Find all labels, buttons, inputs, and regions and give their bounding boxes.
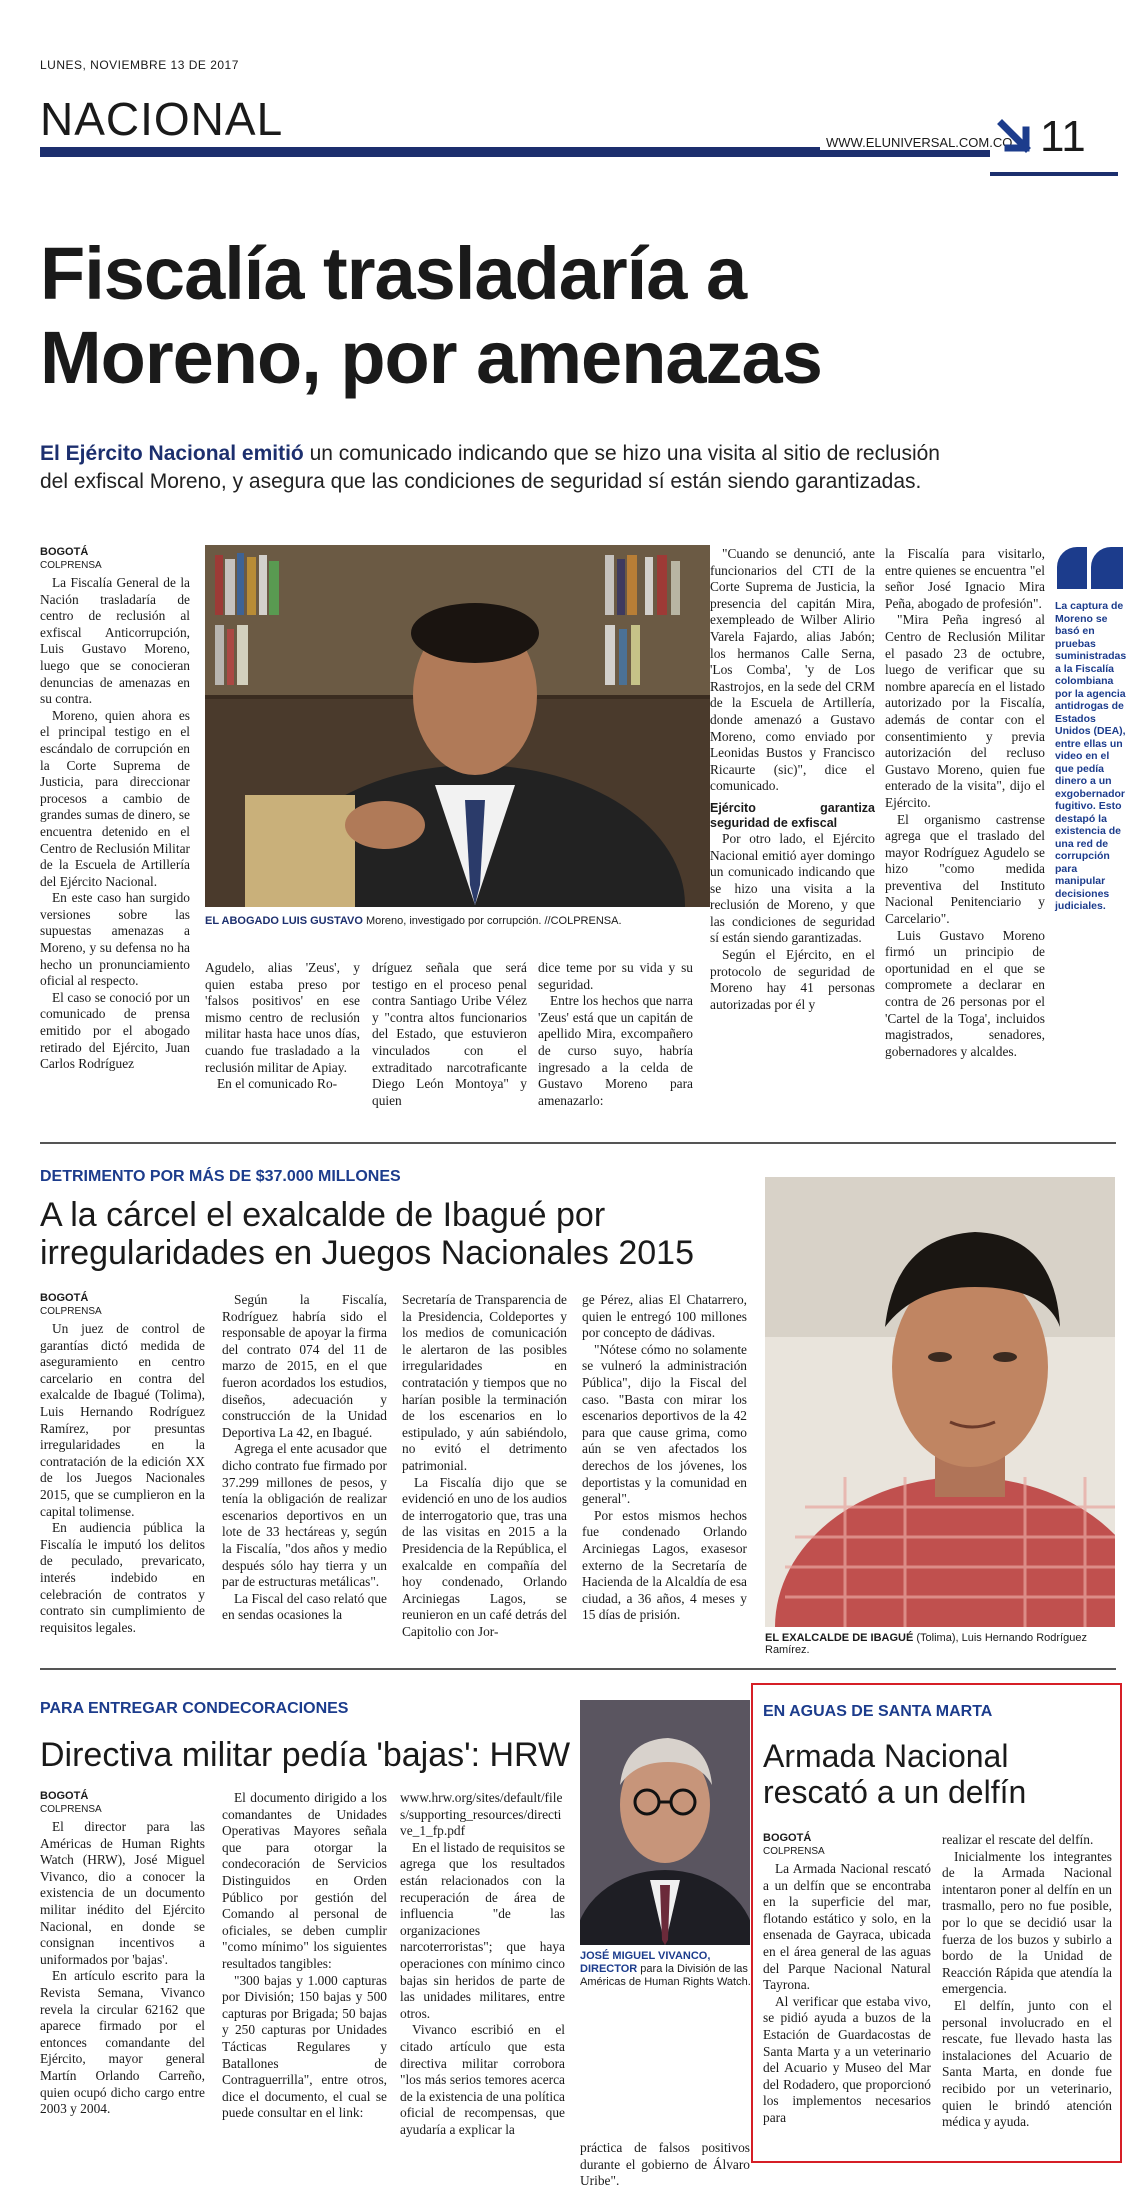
paragraph: Inicialmente los integrantes de la Armada Nacional intentaron poner al delfín en un trasmallo, pero no fue posible, por lo que se decidió usar la fuerza de los buzos y subirlo a bordo de la Unidad de Reacción Rápida que atendía la emergencia. <box>942 1848 1112 1997</box>
subheading: Ejército garantiza seguridad de exfiscal <box>710 800 875 830</box>
paragraph: dice teme por su vida y su seguridad. <box>538 960 693 992</box>
dolphin-column-2 <box>942 1832 1112 2131</box>
ibague-headline: A la cárcel el exalcalde de Ibagué por irregularidades en Juegos Nacionales 2015 <box>40 1196 694 1272</box>
hrw-column-3 <box>400 1790 565 2138</box>
paragraph: dríguez señala que será testigo en el proceso penal contra Santiago Uribe Vélez y "contra altos funcionarios del Estado, que estuvieron vinculados con el extraditado narcotraficante Diego León Montoya" y quien <box>372 960 527 1108</box>
ibague-column-4 <box>582 1292 747 1624</box>
hrw-column-4 <box>580 2140 750 2188</box>
paragraph: "Mira Peña ingresó al Centro de Reclusión Militar el pasado 23 de octubre, luego de verificar que su nombre aparecía en el listado autorizado por la Fiscalía, además de contar con el consentimiento y previa autorización del recluso Gustavo Moreno, quien fue enterado de la visita", dijo el Ejército. <box>885 612 1045 810</box>
paragraph: El caso se conoció por un comunicado de prensa emitido por el abogado retirado del Ejército, Juan Carlos Rodríguez <box>40 989 190 1072</box>
paragraph: ge Pérez, alias El Chatarrero, quien le entregó 100 millones por concepto de dádivas. <box>582 1292 747 1341</box>
caption-lead: EL ABOGADO LUIS GUSTAVO <box>205 915 363 927</box>
paragraph: Entre los hechos que narra 'Zeus' está que un capitán de apellido Mira, excompañero de curso suyo, habría ingresado a la celda de Gustavo Moreno para amenazarlo: <box>538 993 693 1108</box>
main-column-4 <box>538 960 693 1109</box>
photo-jose-miguel-vivanco <box>580 1700 750 1945</box>
hrw-photo-caption <box>580 1950 752 1989</box>
ibague-column-2 <box>222 1292 387 1624</box>
paragraph: "300 bajas y 1.000 capturas por División; 150 bajas y 500 capturas por Brigada; 50 bajas y 250 capturas por Unidades Tácticas Regulares y Batallones de Contraguerrilla", entre otros, dice el documento, el cual se puede consultar en el link: <box>222 1972 387 2121</box>
paragraph: Agudelo, alias 'Zeus', y quien estaba preso por 'falsos positivos' en ese mismo centro de reclusión militar hasta hace unos días, cuando fue trasladado a la reclusión militar de Apiay. <box>205 960 360 1075</box>
caption-lead: JOSÉ MIGUEL VIVANCO, DIRECTOR <box>580 1950 711 1975</box>
main-column-5 <box>710 546 875 1013</box>
deck-rest: un comunicado indicando que se hizo una visita al sitio de reclusión del exfiscal Moreno, y asegura que las condiciones de seguridad sí están siendo garantizadas. <box>40 442 940 493</box>
paragraph: Un juez de control de garantías dictó medida de aseguramiento en centro carcelario en contra del exalcalde de Ibagué (Tolima), Luis Hernando Rodríguez Ramírez, por presuntas irregularidades en la contratación de la edición XX de los Juegos Nacionales 2015, que se cumplieron en la capital tolimense. <box>40 1321 205 1519</box>
dolphin-column-1 <box>763 1832 931 2127</box>
photo-luis-gustavo-moreno <box>205 545 710 907</box>
sidebar-note: La captura de Moreno se basó en pruebas suministradas a la Fiscalía colombiana por la agencia antidrogas de Estados Unidos (DEA), entre ellas un video en el que pedía dinero a un exgobernador fugitivo. Esto destapó la existencia de una red de corrupción para manipular decisiones judiciales. <box>1055 600 1127 912</box>
agency: COLPRENSA <box>40 560 102 571</box>
photo-exalcalde-ibague <box>765 1177 1115 1627</box>
paragraph: En el comunicado Ro- <box>217 1076 338 1092</box>
ibague-kicker: DETRIMENTO POR MÁS DE $37.000 MILLONES <box>40 1168 401 1185</box>
caption-rest: (Tolima), Luis Hernando Rodríguez Ramírez. <box>765 1632 1087 1656</box>
paragraph: Según el Ejército, en el protocolo de seguridad de Moreno hay 41 personas autorizadas por él y <box>710 947 875 1012</box>
agency: COLPRENSA <box>763 1846 825 1857</box>
ibague-column-3 <box>402 1292 567 1640</box>
paragraph: El director para las Américas de Human Rights Watch (HRW), José Miguel Vivanco, dio a conocer la existencia de un documento militar inédito del Ejército Nacional, en donde se consignan incentivos a uniformados por 'bajas'. <box>40 1819 205 1967</box>
paragraph: Agrega el ente acusador que dicho contrato fue firmado por 37.299 millones de pesos, y tenía la obligación de realizar escenarios deportivos en un lote de 33 hectáreas y, según la Fiscalía, "dos años y medio después sólo hay tierra y un par de estructuras metálicas". <box>222 1441 387 1590</box>
main-column-3 <box>372 960 527 1109</box>
paragraph: En audiencia pública la Fiscalía le imputó los delitos de peculado, prevaricato, interés indebido en celebración de contratos y contrato sin cumplimiento de requisitos legales. <box>40 1520 205 1635</box>
caption-rest: para la División de las Américas de Human Rights Watch. <box>580 1963 751 1988</box>
paragraph: Moreno, quien ahora es el principal testigo en el escándalo de corrupción en la Corte Suprema de Justicia, para direccionar procesos a cambio de grandes sumas de dinero, se encuentra detenido en el Centro de Reclusión Militar de la Escuela de Artillería del Ejército Nacional. <box>40 707 190 889</box>
section-divider <box>40 1142 1116 1144</box>
paragraph: El documento dirigido a los comandantes de Unidades Operativas Mayores señala que para otorgar la condecoración de Servicios Distinguidos en Orden Público por gestión del Comando al personal de oficiales, se deben cumplir "como mínimo" los siguientes resultados tangibles: <box>222 1790 387 1971</box>
arrow-down-right-icon <box>996 118 1036 158</box>
caption-rest: Moreno, investigado por corrupción. //COLPRENSA. <box>362 915 622 927</box>
dateline: BOGOTÁ <box>40 1292 89 1304</box>
paragraph: Al verificar que estaba vivo, se pidió ayuda a buzos de la Estación de Guardacostas de Santa Marta y a un veterinario del Acuario y Museo del Mar del Rodadero, que proporcionó los implementos necesarios para <box>763 1993 931 2125</box>
paragraph: la Fiscalía para visitarlo, entre quienes se encuentra "el señor José Ignacio Mira Peña, abogado de profesión". <box>885 546 1045 611</box>
paragraph: "Cuando se denunció, ante funcionarios del CTI de la Corte Suprema de Justicia, la presencia del capitán Mira, exempleado de Wilber Alirio Varela Fajardo, alias Jabón; los hermanos Calle Serna, 'Los Comba', 'y de Los Rastrojos, en la sede del CRM de la Escuela de Artillería, donde amenazó a Gustavo Moreno, como enviado por Leonidas Bustos y Francisco Ricaurte (sic)", dice el comunicado. <box>710 546 875 794</box>
paragraph: Por otro lado, el Ejército Nacional emitió ayer domingo un comunicado indicando que se hizo una visita a la reclusión de Moreno, y que las condiciones de seguridad sí están siendo garantizadas. <box>710 830 875 946</box>
paragraph: realizar el rescate del delfín. <box>942 1832 1094 1847</box>
dolphin-kicker: EN AGUAS DE SANTA MARTA <box>763 1703 993 1720</box>
main-column-2 <box>205 960 360 1093</box>
dolphin-headline: Armada Nacional rescató a un delfín <box>763 1738 1027 1810</box>
dateline: BOGOTÁ <box>40 1790 89 1802</box>
main-photo-caption <box>205 915 710 927</box>
paragraph: El delfín, junto con el personal involucrado en el rescate, fue llevado hasta las instalaciones del Acuario de Santa Marta, en donde fue recibido por un veterinario, quien le brindó atención médica y ayuda. <box>942 1997 1112 2130</box>
hrw-kicker: PARA ENTREGAR CONDECORACIONES <box>40 1700 349 1717</box>
page-number: 11 <box>1040 112 1086 161</box>
agency: COLPRENSA <box>40 1804 102 1815</box>
hrw-column-2 <box>222 1790 387 2122</box>
paragraph: En el listado de requisitos se agrega que los resultados están relacionados con la recuperación de área de influencia "de las organizaciones narcoterroristas"; que haya operaciones con mínimo cinco bajas sin heridos de parte de las unidades militares, entre otros. <box>400 1839 565 2021</box>
main-headline: Fiscalía trasladaría a Moreno, por amenazas <box>40 232 822 399</box>
edition-date: LUNES, NOVIEMBRE 13 DE 2017 <box>40 58 239 72</box>
section-title: NACIONAL <box>40 93 284 145</box>
caption-lead: EL EXALCALDE DE IBAGUÉ <box>765 1632 914 1644</box>
section-divider <box>40 1668 1116 1670</box>
paragraph: La Fiscalía dijo que se evidenció en uno de los audios de interrogatorio que, tras una de las visitas en 2015 a la Presidencia de la República, el exalcalde en compañía del hoy condenado, Orlando Arciniegas Lagos, se reunieron en un café detrás del Capitolio con Jor- <box>402 1474 567 1639</box>
dateline: BOGOTÁ <box>40 546 89 558</box>
agency: COLPRENSA <box>40 1306 102 1317</box>
paragraph: En artículo escrito para la Revista Semana, Vivanco revela la circular 62162 que aparece firmado por el entonces comandante del Ejército, mayor general Martín Orlando Carreño, quien ocupó dicho cargo entre 2003 y 2004. <box>40 1968 205 2117</box>
paragraph: Vivanco escribió en el citado artículo que esta directiva militar corrobora "los más serios temores acerca de la existencia de una política oficial de recompensas, que ayudaría a explicar la <box>400 2022 565 2137</box>
paragraph: La Fiscalía General de la Nación trasladaría de centro de reclusión al exfiscal Anticorrupción, Luis Gustavo Moreno, luego que se conocieran denuncias de amenazas en su contra. <box>40 575 190 707</box>
paragraph: La Fiscal del caso relató que en sendas ocasiones la <box>222 1590 387 1623</box>
ibague-column-1 <box>40 1292 205 1636</box>
paragraph: El organismo castrense agrega que el traslado del mayor Rodríguez Agudelo se hizo "como medida preventiva del Instituto Nacional Penitenciario y Carcelario". <box>885 811 1045 927</box>
main-deck <box>40 440 940 496</box>
deck-lead: El Ejército Nacional emitió <box>40 442 304 465</box>
dateline: BOGOTÁ <box>763 1832 812 1844</box>
paragraph: Secretaría de Transparencia de la Presidencia, Coldeportes y los medios de comunicación le alertaron de las posibles irregularidades en contratación y tiempos que no harían posible la terminación de los escenarios en lo estipulado, y aún sabiéndolo, no evitó el detrimento patrimonial. <box>402 1292 567 1473</box>
main-column-6 <box>885 546 1045 1060</box>
paragraph: La Armada Nacional rescató a un delfín que se encontraba en la superficie del mar, flotando estático y solo, en la ensenada de Gayraca, ubicada en el área general de las aguas del Parque Nacional Natural Tayrona. <box>763 1861 931 1993</box>
ibague-photo-caption <box>765 1632 1117 1656</box>
paragraph: práctica de falsos positivos durante el gobierno de Álvaro Uribe". <box>580 2140 750 2188</box>
hrw-column-1 <box>40 1790 205 2118</box>
main-column-1 <box>40 546 190 1073</box>
paragraph: Según la Fiscalía, Rodríguez habría sido el responsable de apoyar la firma del contrato 074 del 11 de marzo de 2015, en el que fueron acordados los estudios, diseños, adecuación y construcción de la Unidad Deportiva La 42, en Ibagué. <box>222 1292 387 1440</box>
site-url[interactable]: WWW.ELUNIVERSAL.COM.CO <box>820 135 1018 150</box>
hrw-headline: Directiva militar pedía 'bajas': HRW <box>40 1736 571 1774</box>
paragraph: Por estos mismos hechos fue condenado Orlando Arciniegas Lagos, exasesor externo de la Secretaría de Hacienda de la Alcaldía de esa ciudad, a 36 años, 4 meses y 15 días de prisión. <box>582 1507 747 1623</box>
paragraph: En este caso han surgido versiones sobre las supuestas amenazas a Moreno, y su defensa no ha hecho un pronunciamiento oficial al respecto. <box>40 890 190 989</box>
hrw-link[interactable]: www.hrw.org/sites/default/files/supporting_resources/directive_1_fp.pdf <box>400 1790 563 1839</box>
paragraph: Luis Gustavo Moreno firmó un principio de oportunidad en el que se compromete a declarar en contra de 26 personas por el 'Cartel de la Toga', incluidos magistrados, senadores, gobernadores y alcaldes. <box>885 927 1045 1059</box>
quote-marks-icon <box>1055 545 1125 591</box>
paragraph: "Nótese cómo no solamente se vulneró la administración Pública", dijo la Fiscal del caso. "Basta con mirar los escenarios deportivos de la 42 para que cause grima, como aún se ven afectados los derechos de los jóvenes, los deportistas y la comunidad en general". <box>582 1341 747 1507</box>
